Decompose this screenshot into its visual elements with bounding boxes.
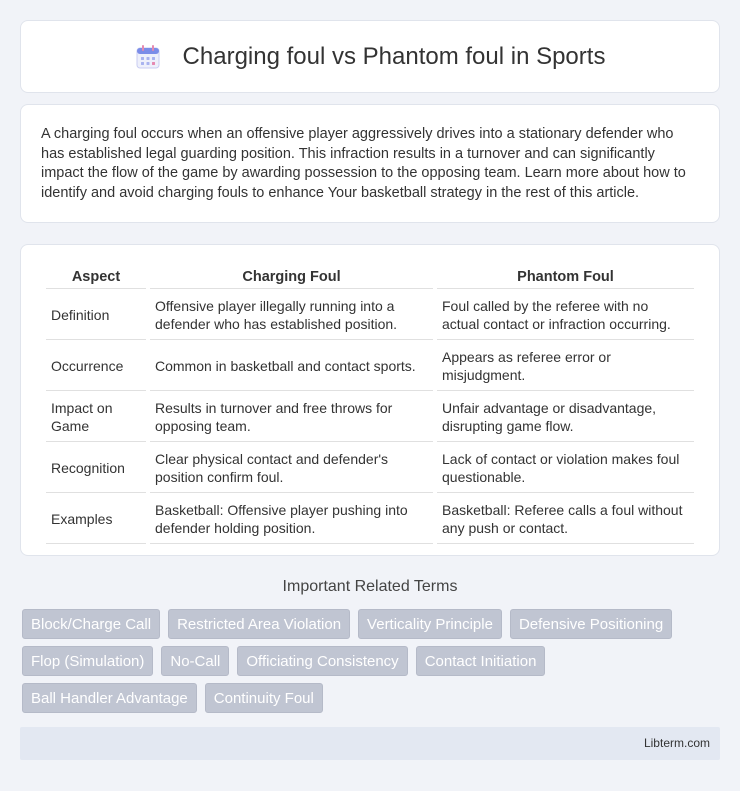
footer-site-link[interactable]: Libterm.com [643, 736, 710, 750]
table-row [46, 495, 694, 544]
aspect-cell: Impact on Game [46, 393, 146, 442]
tag-verticality-principle[interactable]: Verticality Principle [358, 609, 502, 639]
header-aspect: Aspect [46, 265, 146, 289]
table-row [46, 342, 694, 391]
intro-text: A charging foul occurs when an offensive player aggressively drives into a stationary defender who has established legal guarding position. This infraction results in a turnover and can significantly impact the flow of the game by awarding possession to the opposing team. Learn more about how to identify and avoid charging fouls to enhance Your basketball strategy in the rest of this article. [41, 126, 686, 201]
aspect-cell: Occurrence [46, 342, 146, 391]
header-charging-foul: Charging Foul [150, 265, 433, 289]
table-row [46, 291, 694, 340]
footer [20, 727, 720, 760]
tag-no-call[interactable]: No-Call [161, 646, 229, 676]
charging-cell: Clear physical contact and defender's position confirm foul. [150, 444, 433, 493]
charging-cell: Common in basketball and contact sports. [150, 342, 433, 391]
comparison-table-card [20, 244, 720, 556]
comparison-table [42, 263, 698, 546]
phantom-cell: Basketball: Referee calls a foul without any push or contact. [437, 495, 694, 544]
related-terms-title: Important Related Terms [282, 578, 458, 595]
charging-cell: Offensive player illegally running into a defender who has established position. [150, 291, 433, 340]
related-terms-tags [22, 609, 722, 720]
tag-block-charge-call[interactable]: Block/Charge Call [22, 609, 160, 639]
aspect-cell: Examples [46, 495, 146, 544]
tag-ball-handler-advantage[interactable]: Ball Handler Advantage [22, 683, 197, 713]
phantom-cell: Unfair advantage or disadvantage, disrupting game flow. [437, 393, 694, 442]
tag-officiating-consistency[interactable]: Officiating Consistency [237, 646, 407, 676]
aspect-cell: Recognition [46, 444, 146, 493]
charging-cell: Results in turnover and free throws for opposing team. [150, 393, 433, 442]
aspect-cell: Definition [46, 291, 146, 340]
tag-row [22, 646, 722, 676]
intro-card [20, 104, 720, 223]
page-title: Charging foul vs Phantom foul in Sports [182, 42, 606, 70]
tag-flop-simulation[interactable]: Flop (Simulation) [22, 646, 153, 676]
tag-defensive-positioning[interactable]: Defensive Positioning [510, 609, 672, 639]
header-phantom-foul: Phantom Foul [437, 265, 694, 289]
header [135, 43, 606, 71]
calendar-icon [135, 44, 161, 70]
charging-cell: Basketball: Offensive player pushing into defender holding position. [150, 495, 433, 544]
phantom-cell: Appears as referee error or misjudgment. [437, 342, 694, 391]
tag-contact-initiation[interactable]: Contact Initiation [416, 646, 546, 676]
table-header-row [46, 265, 694, 289]
header-card [20, 20, 720, 93]
phantom-cell: Foul called by the referee with no actual contact or infraction occurring. [437, 291, 694, 340]
table-row [46, 393, 694, 442]
tag-restricted-area-violation[interactable]: Restricted Area Violation [168, 609, 350, 639]
table-row [46, 444, 694, 493]
tag-row [22, 609, 722, 639]
tag-continuity-foul[interactable]: Continuity Foul [205, 683, 323, 713]
phantom-cell: Lack of contact or violation makes foul questionable. [437, 444, 694, 493]
tag-row [22, 683, 722, 713]
